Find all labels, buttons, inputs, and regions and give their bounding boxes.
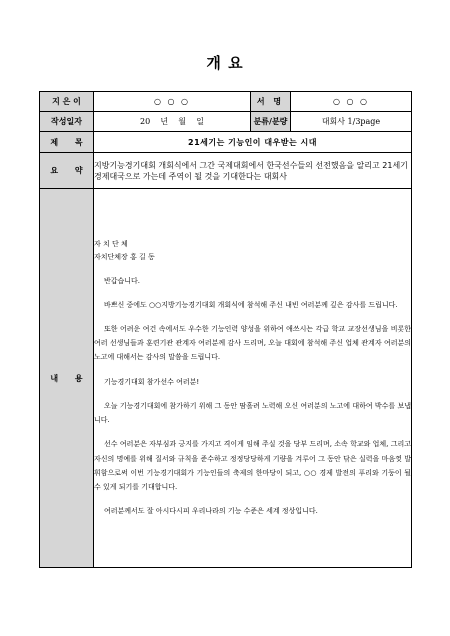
paragraph-applause: 오늘 기능경기대회에 참가하기 위해 그 동안 땀흘려 노력해 오신 여러분의 노고에 대하여 박수를 보냅니다. (94, 401, 411, 425)
author-value: ○ ○ ○ (94, 92, 251, 112)
signature-label: 서 명 (251, 92, 291, 112)
category-label: 분류/분량 (251, 112, 291, 132)
signature-value: ○ ○ ○ (291, 92, 412, 112)
paragraph-thanks-guests: 바쁘신 중에도 ○○지방기능경기대회 개회식에 참석해 주신 내빈 여러분께 깊은 감사를 드립니다. (104, 300, 398, 309)
row-content (40, 189, 412, 568)
document-title: 개 요 (206, 54, 244, 72)
addressee-org: 자 치 단 체 (94, 239, 128, 248)
content-body (94, 189, 412, 568)
date-label: 작성일자 (40, 112, 94, 132)
content-label: 내 용 (40, 189, 94, 568)
row-author (40, 92, 412, 112)
addressee-name: 자치단체장 홍 길 동 (94, 252, 155, 261)
paragraph-skill-level: 여러분께서도 잘 아시다시피 우리나라의 기능 수준은 세계 정상입니다. (104, 507, 318, 516)
row-date (40, 112, 412, 132)
paragraph-call-participants: 기능경기대회 참가선수 여러분! (104, 377, 200, 386)
greeting-text: 반갑습니다. (104, 276, 141, 285)
author-label: 지 은 이 (40, 92, 94, 112)
summary-form-table (39, 91, 412, 568)
paragraph-thanks-teachers: 또한 어려운 여건 속에서도 우수한 기능인력 양성을 위하여 애쓰시는 각급 학교 교장선생님을 비롯한 여러 선생님들과 훈련기관 관계자 여러분께 감사 드리며, 오늘 대회에 참석해 주신 업체 관계자 여러분의 노고에 대해서는 감사의 말씀을 드립니다. (94, 325, 411, 362)
category-value: 대회사 1/3page (291, 112, 412, 132)
subject-label: 제 목 (40, 132, 94, 153)
subject-value: 21세기는 기능인이 대우받는 시대 (94, 132, 412, 153)
paragraph-request: 선수 여러분은 자부심과 긍지를 가지고 격이게 임해 주실 것을 당부 드리며, 소속 학교와 업체, 그리고 자신의 명예를 위해 질서와 규칙을 준수하고 정정당당하게 기량을 겨루어 그 동안 닦은 실력을 마음껏 발휘함으로써 이번 기능경기대회가 기능인들의 축제의 한마당이 되고, ○○ 경제 발전의 푸리와 기둥이 될 수 있게 되기를 기대합니다. (94, 440, 411, 491)
summary-text: 지방기능경기대회 개회식에서 그간 국제대회에서 한국선수들의 선전했음을 알리고 21세기 경제대국으로 가는데 주역이 될 것을 기대한다는 대회사 (94, 153, 412, 189)
summary-label: 요 약 (40, 153, 94, 189)
row-subject (40, 132, 412, 153)
row-summary (40, 153, 412, 189)
date-value: 20 년 월 일 (94, 112, 251, 132)
